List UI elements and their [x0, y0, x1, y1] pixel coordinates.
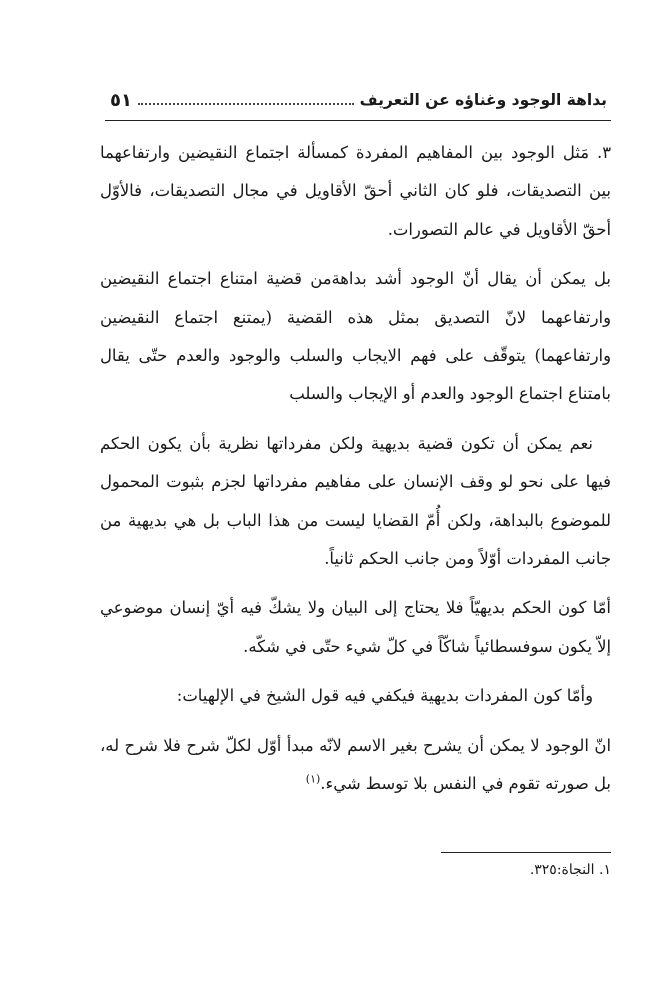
footnote-marker: (١) — [305, 772, 321, 786]
body-text — [100, 134, 611, 815]
footnote: ١. النجاة:٣٢٥. — [529, 862, 611, 878]
paragraph-5: وأمّا كون المفردات بديهية فيكفي فيه قول الشيخ في الإلهيات: — [176, 686, 593, 706]
header-rule — [105, 120, 611, 121]
paragraph-3: نعم يمكن أن تكون قضية بديهية ولكن مفرداتها نظرية بأن يكون الحكم فيها على نحو لو وقف الإنسان على مفاهيم مفرداتها لجزم بثبوت المحمول للموضوع بالبداهة، ولكن أُمّ القضايا ليست من هذا الباب بل هي بديهية من جانب المفردات أوّلاً ومن جانب الحكم ثانياً. — [100, 433, 611, 569]
paragraph-4: أمّا كون الحكم بديهيّاً فلا يحتاج إلى البيان ولا يشكّ فيه أيّ إنسان موضوعي إلاّ يكون سوفسطائياً شاكّاً في كلّ شيء حتّى في شكّه. — [100, 598, 611, 656]
running-title: بداهة الوجود وغناؤه عن التعريف — [359, 91, 607, 109]
page-number: ٥١ — [110, 89, 132, 111]
running-header — [110, 86, 607, 114]
quote-text: انّ الوجود لا يمكن أن يشرح بغير الاسم لانّه مبدأ أوّل لكلّ شرح فلا شرح له، بل صورته تقوم في النفس بلا توسط شيء. — [100, 735, 611, 794]
paragraph-6 — [100, 727, 611, 804]
dot-leader — [138, 103, 354, 105]
paragraph-1: ٣. مَثل الوجود بين المفاهيم المفردة كمسألة اجتماع النقيضين وارتفاعهما بين التصديقات، فلو كان الثاني أحقّ الأقاويل في مجال التصديقات، فالأوّل أحقّ الأقاويل في عالم التصورات. — [100, 143, 611, 239]
footnote-rule — [441, 852, 611, 853]
paragraph-2: بل يمكن أن يقال أنّ الوجود أشد بداهةمن قضية امتناع اجتماع النقيضين وارتفاعهما لانّ التصديق بمثل هذه القضية (يمتنع اجتماع النقيضين وارتفاعهما) يتوقّف على فهم الايجاب والسلب والوجود والعدم حتّى يقال بامتناع اجتماع الوجود والعدم أو الإيجاب والسلب — [100, 269, 611, 404]
